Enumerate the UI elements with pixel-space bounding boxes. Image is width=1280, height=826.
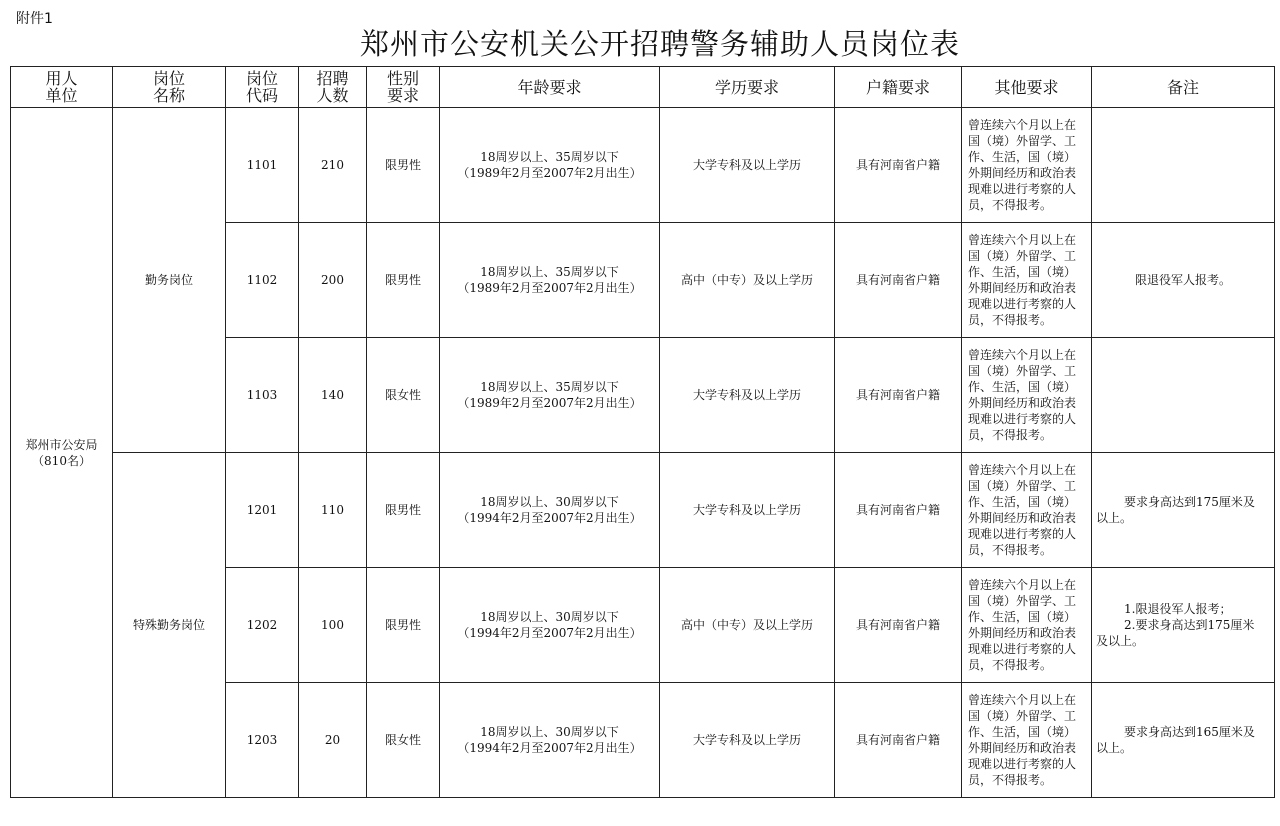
other-requirement-cell: 曾连续六个月以上在 国（境）外留学、工 作、生活，国（境） 外期间经历和政治表 现难以进行考察的人 员，不得报考。 xyxy=(962,108,1092,223)
note-cell: 限退役军人报考。 xyxy=(1092,223,1275,338)
gender-cell: 限男性 xyxy=(367,108,440,223)
age-cell: 18周岁以上、30周岁以下 （1994年2月至2007年2月出生） xyxy=(440,453,660,568)
gender-cell: 限男性 xyxy=(367,568,440,683)
header-education: 学历要求 xyxy=(660,67,835,108)
other-requirement-cell: 曾连续六个月以上在 国（境）外留学、工 作、生活，国（境） 外期间经历和政治表 现难以进行考察的人 员，不得报考。 xyxy=(962,453,1092,568)
headcount-cell: 110 xyxy=(299,453,367,568)
header-age: 年龄要求 xyxy=(440,67,660,108)
post-code-cell: 1203 xyxy=(226,683,299,798)
residence-cell: 具有河南省户籍 xyxy=(835,453,962,568)
post-name-cell: 勤务岗位 xyxy=(113,108,226,453)
note-cell: 要求身高达到165厘米及 以上。 xyxy=(1092,683,1275,798)
post-code-cell: 1102 xyxy=(226,223,299,338)
residence-cell: 具有河南省户籍 xyxy=(835,338,962,453)
age-cell: 18周岁以上、35周岁以下 （1989年2月至2007年2月出生） xyxy=(440,223,660,338)
age-cell: 18周岁以上、30周岁以下 （1994年2月至2007年2月出生） xyxy=(440,568,660,683)
education-cell: 大学专科及以上学历 xyxy=(660,338,835,453)
header-residence: 户籍要求 xyxy=(835,67,962,108)
note-cell xyxy=(1092,338,1275,453)
education-cell: 大学专科及以上学历 xyxy=(660,108,835,223)
header-post-code: 岗位 代码 xyxy=(226,67,299,108)
headcount-cell: 140 xyxy=(299,338,367,453)
residence-cell: 具有河南省户籍 xyxy=(835,108,962,223)
education-cell: 高中（中专）及以上学历 xyxy=(660,568,835,683)
education-cell: 大学专科及以上学历 xyxy=(660,683,835,798)
gender-cell: 限男性 xyxy=(367,453,440,568)
gender-cell: 限男性 xyxy=(367,223,440,338)
post-code-cell: 1103 xyxy=(226,338,299,453)
post-name-cell: 特殊勤务岗位 xyxy=(113,453,226,798)
post-code-cell: 1202 xyxy=(226,568,299,683)
table-row xyxy=(11,453,1275,568)
positions-table xyxy=(10,66,1275,798)
header-other: 其他要求 xyxy=(962,67,1092,108)
age-cell: 18周岁以上、30周岁以下 （1994年2月至2007年2月出生） xyxy=(440,683,660,798)
note-cell: 要求身高达到175厘米及 以上。 xyxy=(1092,453,1275,568)
headcount-cell: 210 xyxy=(299,108,367,223)
other-requirement-cell: 曾连续六个月以上在 国（境）外留学、工 作、生活，国（境） 外期间经历和政治表 现难以进行考察的人 员，不得报考。 xyxy=(962,683,1092,798)
note-cell xyxy=(1092,108,1275,223)
other-requirement-cell: 曾连续六个月以上在 国（境）外留学、工 作、生活，国（境） 外期间经历和政治表 现难以进行考察的人 员，不得报考。 xyxy=(962,568,1092,683)
header-headcount: 招聘 人数 xyxy=(299,67,367,108)
headcount-cell: 20 xyxy=(299,683,367,798)
other-requirement-cell: 曾连续六个月以上在 国（境）外留学、工 作、生活，国（境） 外期间经历和政治表 现难以进行考察的人 员，不得报考。 xyxy=(962,338,1092,453)
header-unit: 用人 单位 xyxy=(11,67,113,108)
education-cell: 高中（中专）及以上学历 xyxy=(660,223,835,338)
header-row xyxy=(11,67,1275,108)
note-cell: 1.限退役军人报考； 2.要求身高达到175厘米 及以上。 xyxy=(1092,568,1275,683)
gender-cell: 限女性 xyxy=(367,338,440,453)
header-note: 备注 xyxy=(1092,67,1275,108)
table-row xyxy=(11,108,1275,223)
headcount-cell: 100 xyxy=(299,568,367,683)
unit-cell: 郑州市公安局 （810名） xyxy=(11,108,113,798)
age-cell: 18周岁以上、35周岁以下 （1989年2月至2007年2月出生） xyxy=(440,108,660,223)
page-title: 郑州市公安机关公开招聘警务辅助人员岗位表 xyxy=(359,27,960,61)
post-code-cell: 1201 xyxy=(226,453,299,568)
headcount-cell: 200 xyxy=(299,223,367,338)
other-requirement-cell: 曾连续六个月以上在 国（境）外留学、工 作、生活，国（境） 外期间经历和政治表 现难以进行考察的人 员，不得报考。 xyxy=(962,223,1092,338)
attachment-label: 附件1 xyxy=(16,11,53,27)
residence-cell: 具有河南省户籍 xyxy=(835,683,962,798)
post-code-cell: 1101 xyxy=(226,108,299,223)
age-cell: 18周岁以上、35周岁以下 （1989年2月至2007年2月出生） xyxy=(440,338,660,453)
header-gender: 性别 要求 xyxy=(367,67,440,108)
gender-cell: 限女性 xyxy=(367,683,440,798)
residence-cell: 具有河南省户籍 xyxy=(835,223,962,338)
header-post-name: 岗位 名称 xyxy=(113,67,226,108)
residence-cell: 具有河南省户籍 xyxy=(835,568,962,683)
education-cell: 大学专科及以上学历 xyxy=(660,453,835,568)
